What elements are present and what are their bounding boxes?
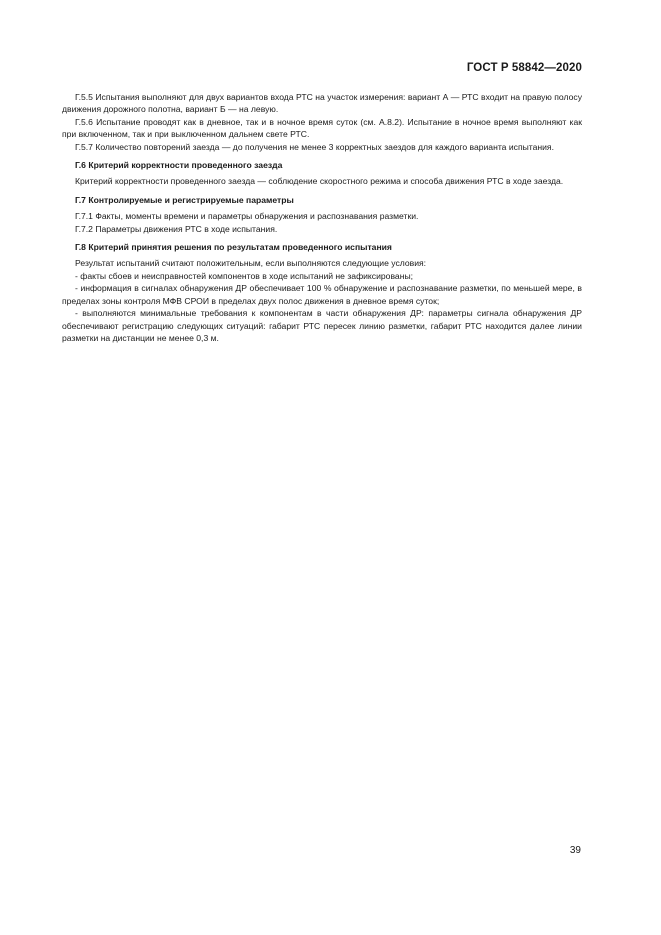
clause-g-5-7: Г.5.7 Количество повторений заезда — до получения не менее 3 корректных заездов для каждого варианта испытания. [75,141,554,152]
clause-g-7-2: Г.7.2 Параметры движения РТС в ходе испытания. [75,223,278,234]
clause-g-8-condition-1: - факты сбоев и неисправностей компонентов в ходе испытаний не зафиксированы; [75,270,414,281]
clause-g-5-6: Г.5.6 Испытание проводят как в дневное, так и в ночное время суток (см. А.8.2). Испытание в ночное время выполняют как при включенном, так и при выключенном дальнем свете РТС. [62,116,582,140]
section-heading-g-7: Г.7 Контролируемые и регистрируемые параметры [75,194,294,205]
clause-g-8-condition-3: - выполняются минимальные требования к компонентам в части обнаружения ДР: параметры сигнала обнаружения ДР обеспечивают регистрацию следующих ситуаций: габарит РТС пересек линию разметки, габарит РТС находится далее линии разметки на дистанции не менее 0,3 м. [62,308,582,343]
document-standard-header: ГОСТ Р 58842—2020 [466,62,582,74]
section-heading-g-6: Г.6 Критерий корректности проведенного заезда [75,160,283,171]
clause-g-8-intro: Результат испытаний считают положительным, если выполняются следующие условия: [75,258,427,269]
clause-g-8-condition-2: - информация в сигналах обнаружения ДР обеспечивает 100 % обнаружение и распознавание разметки, по меньшей мере, в пределах зоны контроля МФВ СРОИ в пределах двух полос движения в дневное время суток; [62,283,582,306]
page-number: 39 [569,845,581,856]
document-body [62,91,582,344]
clause-g-6-text: Критерий корректности проведенного заезда — соблюдение скоростного режима и способа движения РТС в ходе заезда. [75,176,564,187]
clause-g-7-1: Г.7.1 Факты, моменты времени и параметры обнаружения и распознавания разметки. [75,211,419,222]
clause-g-5-5: Г.5.5 Испытания выполняют для двух вариантов входа РТС на участок измерения: вариант А — РТС входит на правую полосу движения дорожного полотна, вариант Б — на левую. [62,92,582,115]
section-heading-g-8: Г.8 Критерий принятия решения по результатам проведенного испытания [75,242,392,253]
